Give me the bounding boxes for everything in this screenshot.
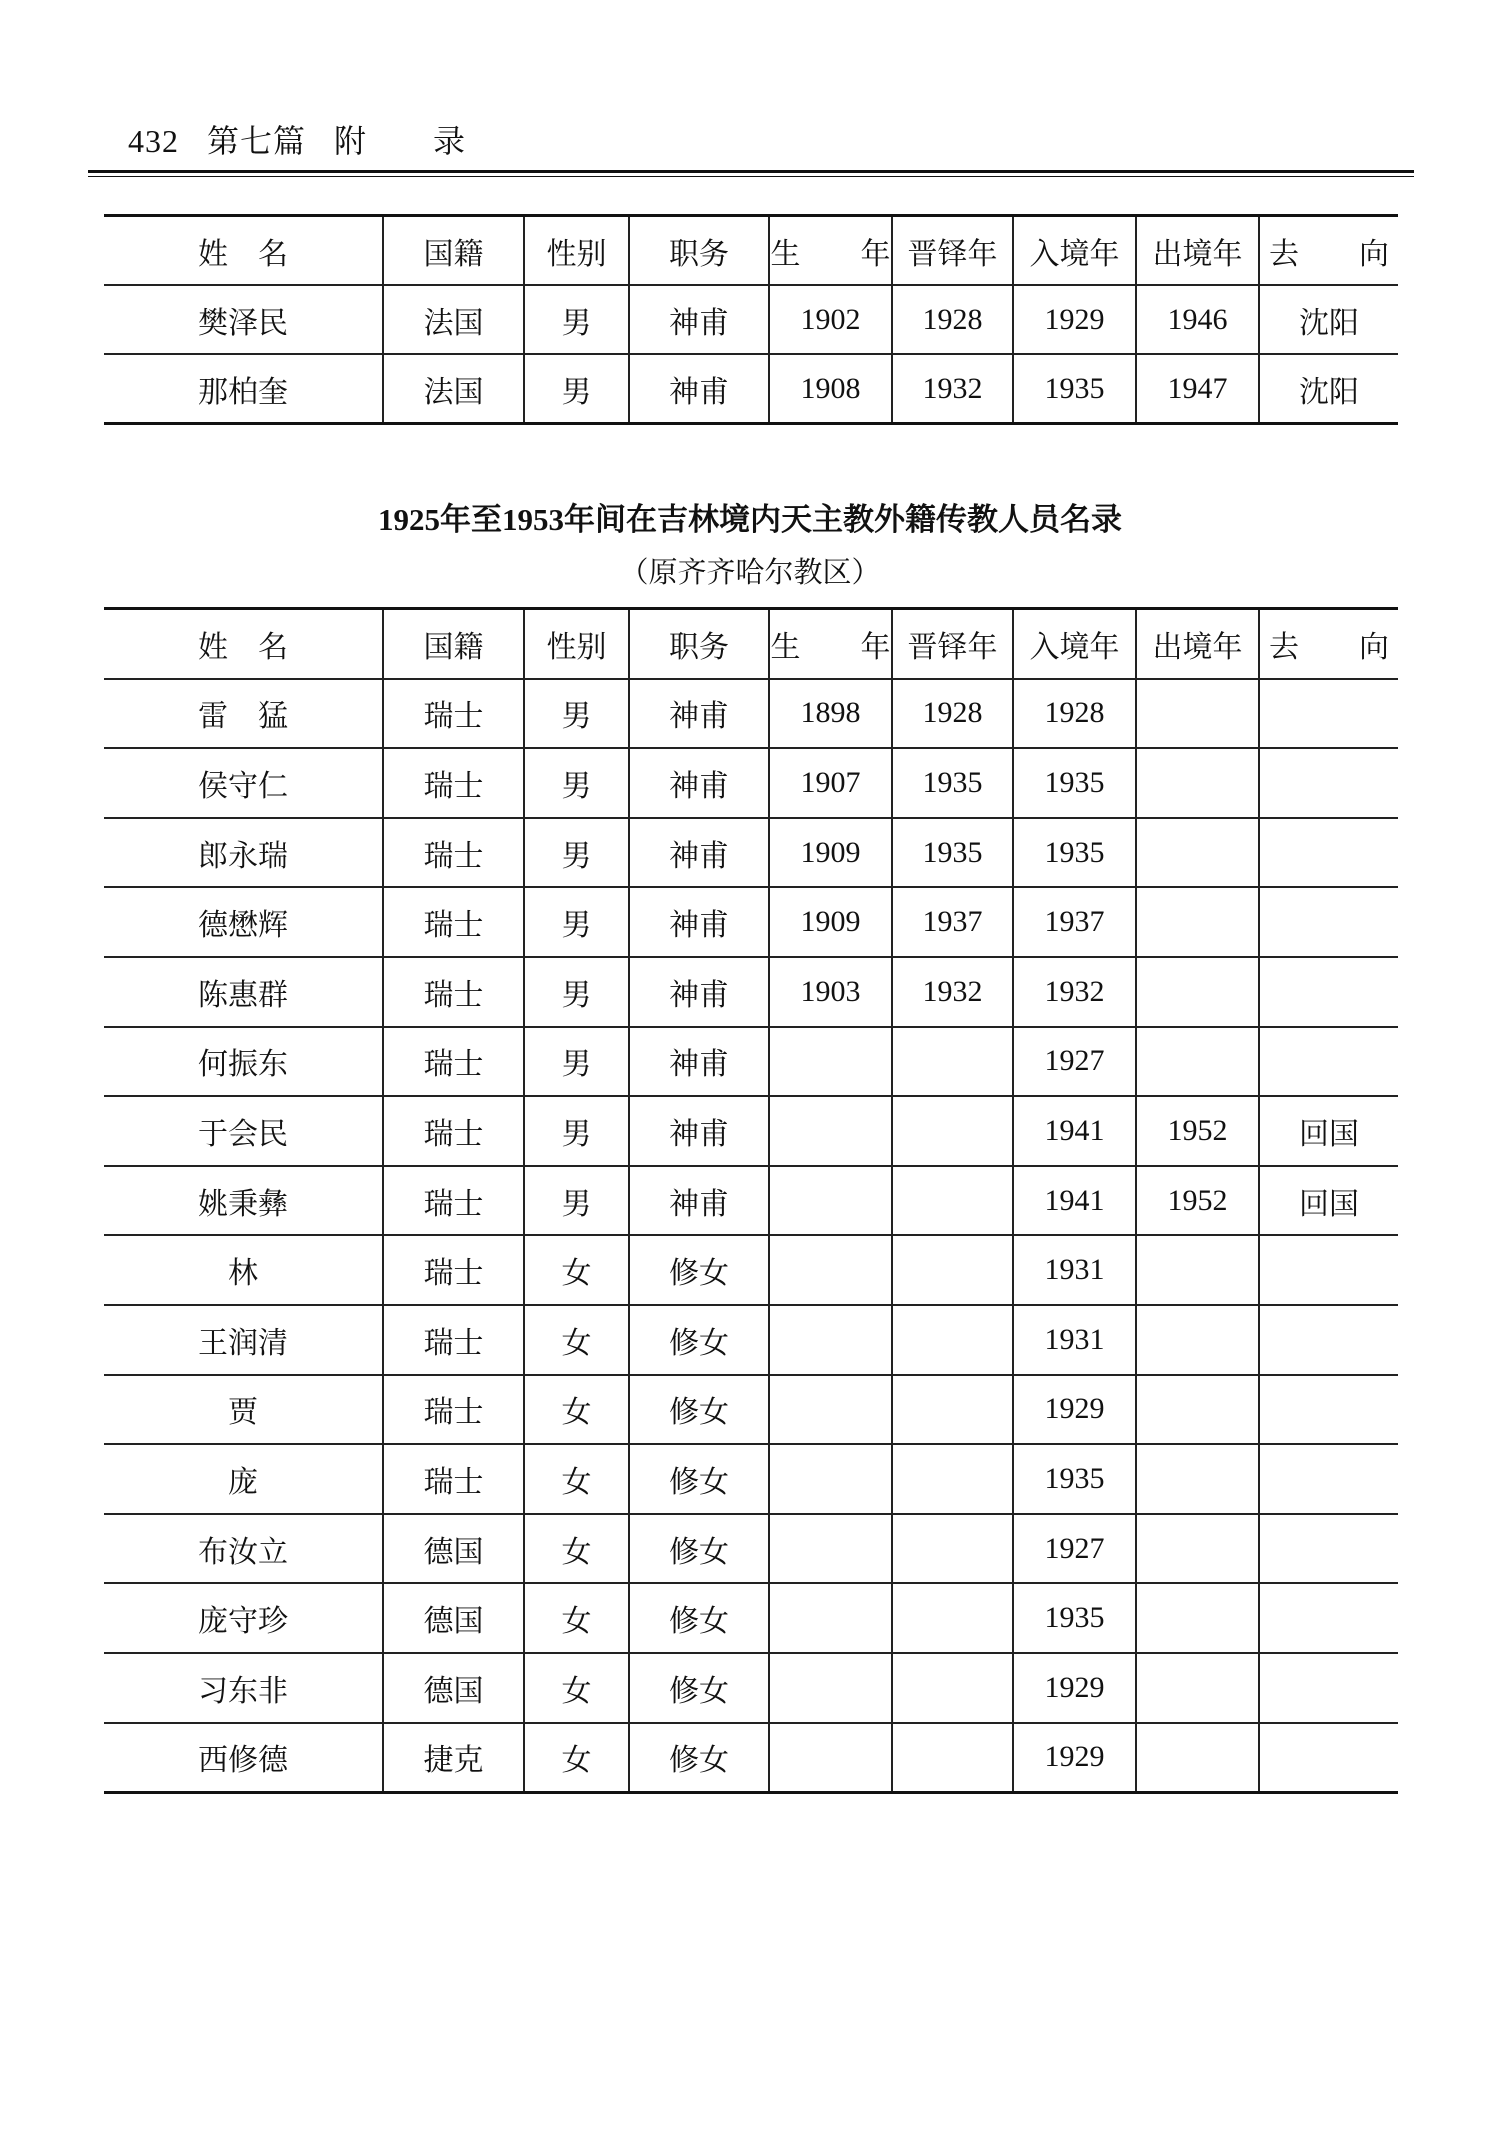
- table-cell: 瑞士: [383, 887, 524, 957]
- table-cell: 女: [524, 1375, 629, 1445]
- table-row: [104, 1653, 1398, 1723]
- table-cell: 林: [104, 1235, 383, 1305]
- table-cell: 1928: [1013, 679, 1136, 749]
- table-cell: 德懋辉: [104, 887, 383, 957]
- table-cell: 1946: [1136, 285, 1259, 354]
- table-cell: 男: [524, 887, 629, 957]
- table-cell: 侯守仁: [104, 748, 383, 818]
- table-cell: [1136, 1583, 1259, 1653]
- missionary-table-1: [104, 214, 1398, 425]
- table-row: [104, 957, 1398, 1027]
- table-cell: 瑞士: [383, 1166, 524, 1236]
- table-cell: [769, 1305, 892, 1375]
- table-cell: 男: [524, 1027, 629, 1097]
- table-cell: 1935: [1013, 1583, 1136, 1653]
- table-row: [104, 818, 1398, 888]
- table-cell: 男: [524, 1096, 629, 1166]
- table-row: [104, 1375, 1398, 1445]
- table-cell: [1259, 1444, 1398, 1514]
- table-cell: 男: [524, 818, 629, 888]
- table-cell: 西修德: [104, 1723, 383, 1793]
- table-cell: [892, 1096, 1013, 1166]
- table-cell: 神甫: [629, 285, 769, 354]
- table-cell: 女: [524, 1723, 629, 1793]
- table-cell: 法国: [383, 285, 524, 354]
- table-cell: 1927: [1013, 1027, 1136, 1097]
- table-cell: 1909: [769, 818, 892, 888]
- table-cell: 修女: [629, 1653, 769, 1723]
- table-cell: [892, 1583, 1013, 1653]
- table-cell: [1136, 1653, 1259, 1723]
- column-header: 性别: [524, 216, 629, 286]
- table-cell: 1908: [769, 354, 892, 424]
- table-cell: 于会民: [104, 1096, 383, 1166]
- table-cell: [1259, 887, 1398, 957]
- table-cell: [1259, 1723, 1398, 1793]
- table-cell: [892, 1514, 1013, 1584]
- header-rule: [88, 170, 1414, 173]
- column-header: 职务: [629, 216, 769, 286]
- table-cell: 神甫: [629, 957, 769, 1027]
- column-header: 晋铎年: [892, 609, 1013, 679]
- table-cell: [1259, 957, 1398, 1027]
- table-cell: [769, 1723, 892, 1793]
- table-cell: 樊泽民: [104, 285, 383, 354]
- table-cell: 神甫: [629, 1166, 769, 1236]
- table-cell: [1259, 1305, 1398, 1375]
- table-cell: 1929: [1013, 285, 1136, 354]
- table-cell: [892, 1375, 1013, 1445]
- table-cell: [1136, 1235, 1259, 1305]
- section-title: 附 录: [334, 123, 467, 159]
- table-cell: 1935: [1013, 1444, 1136, 1514]
- table-cell: [1136, 1444, 1259, 1514]
- table-cell: 瑞士: [383, 1027, 524, 1097]
- table-cell: [892, 1723, 1013, 1793]
- table-cell: [1259, 1583, 1398, 1653]
- table-cell: [892, 1305, 1013, 1375]
- table-subtitle: （原齐齐哈尔教区）: [619, 557, 881, 589]
- table-cell: 女: [524, 1514, 629, 1584]
- table-cell: 1935: [892, 818, 1013, 888]
- column-header: 去 向: [1259, 609, 1398, 679]
- column-header: 出境年: [1136, 216, 1259, 286]
- table-cell: 何振东: [104, 1027, 383, 1097]
- table-cell: 德国: [383, 1583, 524, 1653]
- table-cell: 1935: [1013, 748, 1136, 818]
- table-cell: [1136, 1375, 1259, 1445]
- table-cell: 女: [524, 1583, 629, 1653]
- column-header: 入境年: [1013, 216, 1136, 286]
- table-cell: 神甫: [629, 818, 769, 888]
- table-cell: 1941: [1013, 1166, 1136, 1236]
- table-row: [104, 679, 1398, 749]
- table-cell: 女: [524, 1305, 629, 1375]
- table-cell: 回国: [1259, 1096, 1398, 1166]
- table-title: 1925年至1953年间在吉林境内天主教外籍传教人员名录: [378, 502, 1122, 537]
- table-cell: 瑞士: [383, 1096, 524, 1166]
- header-row: [104, 609, 1398, 679]
- table-cell: 女: [524, 1653, 629, 1723]
- table-cell: 瑞士: [383, 1235, 524, 1305]
- table-cell: 1952: [1136, 1096, 1259, 1166]
- column-header: 国籍: [383, 216, 524, 286]
- table-cell: 男: [524, 748, 629, 818]
- column-header: 姓 名: [104, 609, 383, 679]
- table-cell: 1935: [1013, 354, 1136, 424]
- table-cell: 神甫: [629, 1027, 769, 1097]
- table-cell: 瑞士: [383, 1305, 524, 1375]
- table-row: [104, 1166, 1398, 1236]
- table-cell: 1931: [1013, 1235, 1136, 1305]
- table-cell: [1136, 887, 1259, 957]
- table-cell: 1952: [1136, 1166, 1259, 1236]
- table-cell: 郎永瑞: [104, 818, 383, 888]
- table-cell: [1259, 1653, 1398, 1723]
- table-cell: 1902: [769, 285, 892, 354]
- table-cell: [1259, 1235, 1398, 1305]
- table-cell: [1259, 1375, 1398, 1445]
- table-cell: [769, 1583, 892, 1653]
- table-row: [104, 1305, 1398, 1375]
- table-cell: 女: [524, 1235, 629, 1305]
- table-cell: 1931: [1013, 1305, 1136, 1375]
- table-cell: 1927: [1013, 1514, 1136, 1584]
- table-cell: 沈阳: [1259, 354, 1398, 424]
- table-cell: 修女: [629, 1235, 769, 1305]
- table-cell: 修女: [629, 1305, 769, 1375]
- table-cell: 捷克: [383, 1723, 524, 1793]
- missionary-table-2: [104, 607, 1398, 1794]
- table-cell: 1929: [1013, 1723, 1136, 1793]
- table-cell: 修女: [629, 1444, 769, 1514]
- table-cell: 1932: [1013, 957, 1136, 1027]
- table-cell: [769, 1166, 892, 1236]
- column-header: 生 年: [769, 216, 892, 286]
- table-cell: 修女: [629, 1583, 769, 1653]
- table-cell: 德国: [383, 1653, 524, 1723]
- table-cell: 男: [524, 354, 629, 424]
- table-cell: 修女: [629, 1375, 769, 1445]
- table-row: [104, 1235, 1398, 1305]
- table-cell: [1136, 957, 1259, 1027]
- header-row: [104, 216, 1398, 286]
- table-cell: 1929: [1013, 1375, 1136, 1445]
- table-cell: [892, 1444, 1013, 1514]
- table-cell: 修女: [629, 1723, 769, 1793]
- table-cell: 1937: [1013, 887, 1136, 957]
- running-header: [128, 116, 494, 162]
- table-cell: 姚秉彝: [104, 1166, 383, 1236]
- table-cell: 女: [524, 1444, 629, 1514]
- table-cell: 1907: [769, 748, 892, 818]
- table-cell: 1935: [892, 748, 1013, 818]
- table-row: [104, 887, 1398, 957]
- table-cell: [1136, 1305, 1259, 1375]
- column-header: 性别: [524, 609, 629, 679]
- table-cell: 瑞士: [383, 748, 524, 818]
- table-cell: 神甫: [629, 679, 769, 749]
- table-row: [104, 354, 1398, 424]
- table-cell: 1903: [769, 957, 892, 1027]
- table-cell: 1932: [892, 354, 1013, 424]
- table-cell: 1935: [1013, 818, 1136, 888]
- table-cell: [892, 1027, 1013, 1097]
- table-cell: [1136, 818, 1259, 888]
- table-cell: 1909: [769, 887, 892, 957]
- header-rule-thin: [88, 176, 1414, 177]
- part-title: 第七篇: [207, 123, 307, 159]
- column-header: 去 向: [1259, 216, 1398, 286]
- table-cell: 庞: [104, 1444, 383, 1514]
- table-cell: 1929: [1013, 1653, 1136, 1723]
- table-cell: [1136, 679, 1259, 749]
- table-row: [104, 1583, 1398, 1653]
- table-cell: [769, 1375, 892, 1445]
- table-cell: 1947: [1136, 354, 1259, 424]
- table-cell: 1941: [1013, 1096, 1136, 1166]
- table-cell: [769, 1514, 892, 1584]
- table-row: [104, 285, 1398, 354]
- table-cell: 沈阳: [1259, 285, 1398, 354]
- table-cell: [769, 1444, 892, 1514]
- table-cell: 瑞士: [383, 818, 524, 888]
- table-cell: 回国: [1259, 1166, 1398, 1236]
- table-cell: 陈惠群: [104, 957, 383, 1027]
- table-cell: 1932: [892, 957, 1013, 1027]
- table-cell: 修女: [629, 1514, 769, 1584]
- table-cell: [769, 1096, 892, 1166]
- table-cell: 雷 猛: [104, 679, 383, 749]
- table-cell: 1898: [769, 679, 892, 749]
- table-row: [104, 1444, 1398, 1514]
- table-cell: [769, 1235, 892, 1305]
- table-cell: 瑞士: [383, 679, 524, 749]
- table-row: [104, 1027, 1398, 1097]
- table-cell: 瑞士: [383, 1375, 524, 1445]
- table-cell: 法国: [383, 354, 524, 424]
- table-cell: [1259, 679, 1398, 749]
- column-header: 晋铎年: [892, 216, 1013, 286]
- table-cell: [1136, 1514, 1259, 1584]
- table-cell: 德国: [383, 1514, 524, 1584]
- table-cell: [1259, 1514, 1398, 1584]
- table-row: [104, 1514, 1398, 1584]
- table-cell: 神甫: [629, 354, 769, 424]
- table-cell: 庞守珍: [104, 1583, 383, 1653]
- table-cell: 习东非: [104, 1653, 383, 1723]
- table-row: [104, 1723, 1398, 1793]
- column-header: 生 年: [769, 609, 892, 679]
- table-cell: [1259, 1027, 1398, 1097]
- table-cell: 男: [524, 679, 629, 749]
- table-cell: 贾: [104, 1375, 383, 1445]
- table-row: [104, 1096, 1398, 1166]
- table-cell: 男: [524, 957, 629, 1027]
- table-cell: 男: [524, 285, 629, 354]
- table-cell: 瑞士: [383, 1444, 524, 1514]
- table-cell: 布汝立: [104, 1514, 383, 1584]
- table-cell: 1937: [892, 887, 1013, 957]
- column-header: 入境年: [1013, 609, 1136, 679]
- table-cell: [769, 1027, 892, 1097]
- column-header: 国籍: [383, 609, 524, 679]
- table-cell: 神甫: [629, 887, 769, 957]
- column-header: 姓 名: [104, 216, 383, 286]
- table-cell: [769, 1653, 892, 1723]
- table-cell: 神甫: [629, 1096, 769, 1166]
- table-cell: [1136, 1723, 1259, 1793]
- table-cell: [1136, 748, 1259, 818]
- table-cell: 神甫: [629, 748, 769, 818]
- table-cell: 男: [524, 1166, 629, 1236]
- column-header: 出境年: [1136, 609, 1259, 679]
- table-cell: 1928: [892, 679, 1013, 749]
- table-cell: 那柏奎: [104, 354, 383, 424]
- table-cell: [1259, 748, 1398, 818]
- column-header: 职务: [629, 609, 769, 679]
- table-cell: 王润清: [104, 1305, 383, 1375]
- table-cell: 1928: [892, 285, 1013, 354]
- page-number: 432: [128, 123, 179, 159]
- table-cell: [1259, 818, 1398, 888]
- table-row: [104, 748, 1398, 818]
- table-cell: [892, 1653, 1013, 1723]
- table-cell: [1136, 1027, 1259, 1097]
- table-cell: [892, 1235, 1013, 1305]
- table-cell: 瑞士: [383, 957, 524, 1027]
- table-cell: [892, 1166, 1013, 1236]
